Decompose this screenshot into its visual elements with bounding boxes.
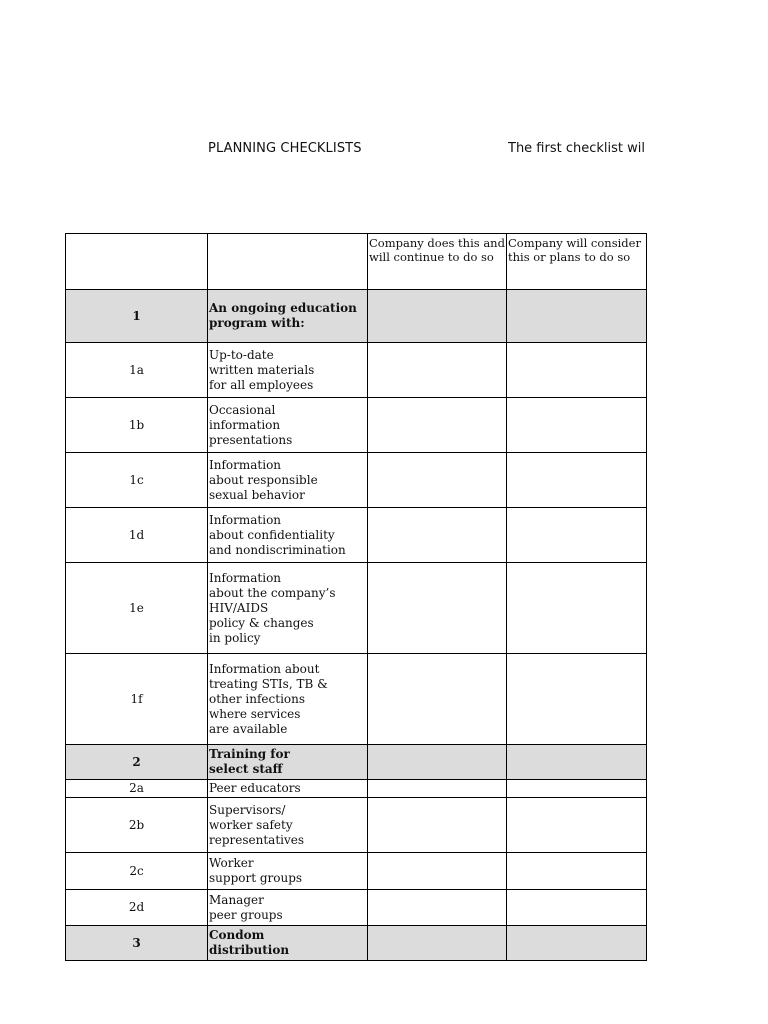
table-row — [66, 853, 647, 890]
does-this-cell[interactable] — [368, 290, 507, 343]
row-item: An ongoing education program with: — [208, 290, 368, 343]
does-this-cell[interactable] — [368, 343, 507, 398]
will-consider-cell[interactable] — [507, 398, 647, 453]
row-number: 1b — [66, 398, 208, 453]
row-item: Manager peer groups — [208, 890, 368, 926]
row-item: Information about the company’s HIV/AIDS policy & changes in policy — [208, 563, 368, 654]
row-item: Worker support groups — [208, 853, 368, 890]
row-item: Condom distribution — [208, 926, 368, 961]
row-number: 2a — [66, 780, 208, 798]
row-number: 1a — [66, 343, 208, 398]
column-header-item — [208, 234, 368, 290]
row-number: 1e — [66, 563, 208, 654]
will-consider-cell[interactable] — [507, 453, 647, 508]
will-consider-cell[interactable] — [507, 290, 647, 343]
does-this-cell[interactable] — [368, 508, 507, 563]
table-row — [66, 798, 647, 853]
table-row — [66, 398, 647, 453]
table-row — [66, 563, 647, 654]
row-item: Information about responsible sexual behavior — [208, 453, 368, 508]
row-number: 2d — [66, 890, 208, 926]
row-item: Up-to-date written materials for all employees — [208, 343, 368, 398]
does-this-cell[interactable] — [368, 398, 507, 453]
will-consider-cell[interactable] — [507, 654, 647, 745]
row-number: 1f — [66, 654, 208, 745]
table-row — [66, 890, 647, 926]
will-consider-cell[interactable] — [507, 798, 647, 853]
will-consider-cell[interactable] — [507, 745, 647, 780]
planning-checklist-table — [65, 233, 647, 961]
does-this-cell[interactable] — [368, 853, 507, 890]
table-row — [66, 926, 647, 961]
does-this-cell[interactable] — [368, 745, 507, 780]
table-row — [66, 745, 647, 780]
column-header-does-this: Company does this and will continue to do so — [368, 234, 507, 290]
table-row — [66, 453, 647, 508]
column-header-will-consider: Company will consider this or plans to do so — [507, 234, 647, 290]
row-number: 3 — [66, 926, 208, 961]
row-number: 2 — [66, 745, 208, 780]
row-item: Training for select staff — [208, 745, 368, 780]
will-consider-cell[interactable] — [507, 508, 647, 563]
table-header-row — [66, 234, 647, 290]
row-number: 1d — [66, 508, 208, 563]
row-item: Information about treating STIs, TB & other infections where services are available — [208, 654, 368, 745]
does-this-cell[interactable] — [368, 890, 507, 926]
row-item: Peer educators — [208, 780, 368, 798]
row-number: 1c — [66, 453, 208, 508]
will-consider-cell[interactable] — [507, 343, 647, 398]
table-row — [66, 780, 647, 798]
will-consider-cell[interactable] — [507, 563, 647, 654]
row-item: Occasional information presentations — [208, 398, 368, 453]
page-note: The first checklist wil — [508, 141, 645, 156]
does-this-cell[interactable] — [368, 453, 507, 508]
does-this-cell[interactable] — [368, 798, 507, 853]
table-row — [66, 508, 647, 563]
table-row — [66, 290, 647, 343]
table-row — [66, 654, 647, 745]
does-this-cell[interactable] — [368, 654, 507, 745]
row-number: 2b — [66, 798, 208, 853]
does-this-cell[interactable] — [368, 926, 507, 961]
row-item: Information about confidentiality and nondiscrimination — [208, 508, 368, 563]
row-item: Supervisors/ worker safety representatives — [208, 798, 368, 853]
does-this-cell[interactable] — [368, 563, 507, 654]
row-number: 1 — [66, 290, 208, 343]
will-consider-cell[interactable] — [507, 780, 647, 798]
table-row — [66, 343, 647, 398]
page-title: PLANNING CHECKLISTS — [208, 141, 362, 156]
row-number: 2c — [66, 853, 208, 890]
will-consider-cell[interactable] — [507, 853, 647, 890]
will-consider-cell[interactable] — [507, 890, 647, 926]
column-header-number — [66, 234, 208, 290]
will-consider-cell[interactable] — [507, 926, 647, 961]
does-this-cell[interactable] — [368, 780, 507, 798]
